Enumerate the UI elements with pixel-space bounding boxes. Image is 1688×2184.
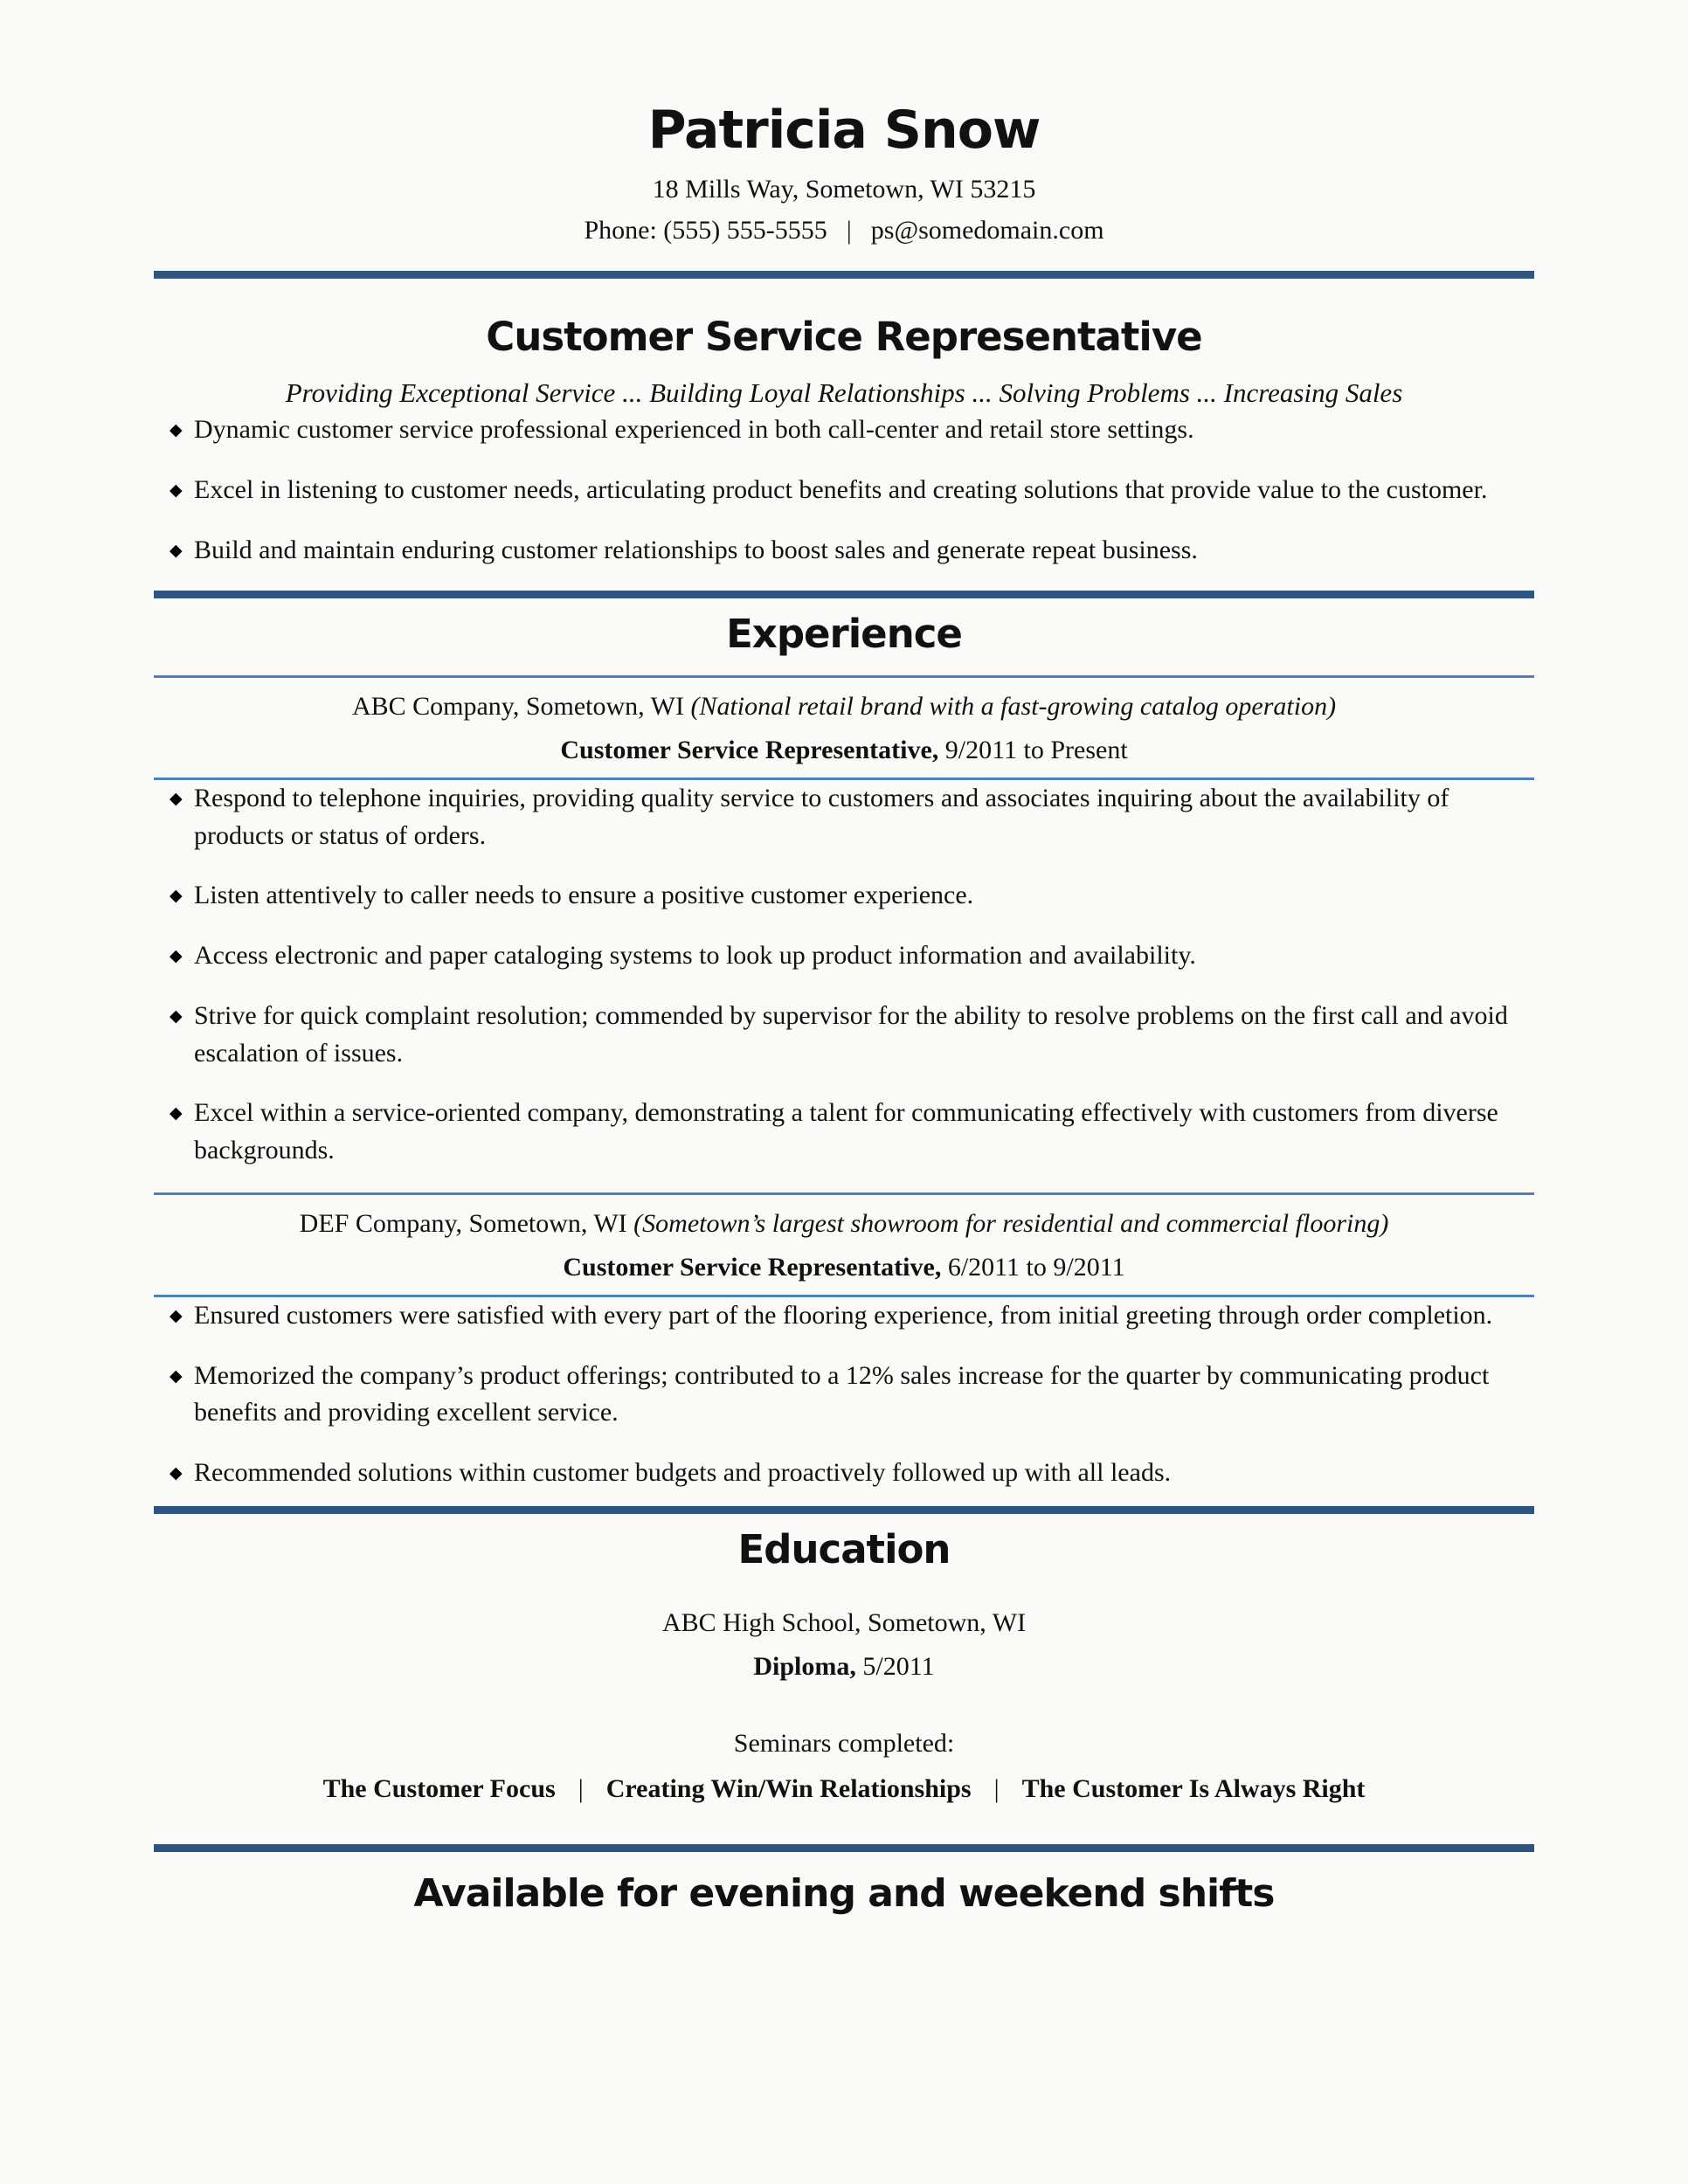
company-name: ABC Company, Sometown, WI: [351, 692, 684, 722]
job-bullet-list: [154, 780, 1534, 1170]
bullet-text: Access electronic and paper cataloging systems to look up product information and availability.: [194, 941, 1196, 971]
divider-thick-experience: [154, 591, 1534, 598]
job-bullet-item: [154, 1455, 1534, 1492]
bullet-text: Build and maintain enduring customer relationships to boost sales and generate repeat business.: [194, 536, 1198, 565]
bullet-text: Strive for quick complaint resolution; commended by supervisor for the ability to resolve problems on the first call and avoid escalation of issues.: [194, 1001, 1508, 1068]
bullet-text: Recommended solutions within customer budgets and proactively followed up with all leads.: [194, 1457, 1172, 1487]
bullet-text: Respond to telephone inquiries, providing quality service to customers and associates inquiring about the availability of products or status of orders.: [194, 784, 1449, 850]
seminar-name: Creating Win/Win Relationships: [605, 1773, 972, 1803]
company-description: (National retail brand with a fast-growing catalog operation): [690, 692, 1337, 722]
job-dates: 6/2011 to 9/2011: [947, 1252, 1125, 1282]
school-line: ABC High School, Sometown, WI: [661, 1607, 1027, 1637]
contact-separator: |: [846, 215, 852, 245]
job-bullet-item: [154, 1297, 1534, 1335]
job-bullet-item: [154, 937, 1534, 975]
bullet-text: Listen attentively to caller needs to ensure a positive customer experience.: [194, 881, 974, 910]
bullet-text: Dynamic customer service professional experienced in both call-center and retail store settings.: [194, 415, 1194, 445]
email-address: ps@somedomain.com: [870, 215, 1104, 245]
diamond-bullet-icon: ◆: [169, 1463, 183, 1482]
diamond-bullet-icon: ◆: [169, 887, 183, 906]
credential-name: Diploma,: [753, 1651, 856, 1681]
job-bullet-item: [154, 877, 1534, 915]
address-line: 18 Mills Way, Sometown, WI 53215: [652, 175, 1036, 204]
job-dates: 9/2011 to Present: [944, 736, 1128, 765]
contact-line: [154, 213, 1534, 249]
resume-content: [154, 101, 1534, 1916]
diamond-bullet-icon: ◆: [169, 947, 183, 966]
divider-thin: [154, 675, 1534, 678]
diamond-bullet-icon: ◆: [169, 1007, 183, 1026]
job-bullet-item: [154, 1095, 1534, 1169]
company-line: [154, 1206, 1534, 1242]
phone-number: Phone: (555) 555-5555: [584, 215, 827, 245]
divider-thick-education: [154, 1506, 1534, 1514]
tagline: Providing Exceptional Service ... Building Loyal Relationships ... Solving Problems ... Increasing Sales: [285, 377, 1403, 409]
diamond-bullet-icon: ◆: [169, 790, 183, 809]
job-title-line: [154, 1249, 1534, 1286]
job-title: Customer Service Representative,: [563, 1252, 942, 1282]
diamond-bullet-icon: ◆: [169, 1104, 183, 1123]
seminar-separator: |: [993, 1773, 1000, 1803]
availability-note: Available for evening and weekend shifts: [413, 1870, 1275, 1916]
diamond-bullet-icon: ◆: [169, 481, 183, 501]
company-description: (Sometown’s largest showroom for residential and commercial flooring): [633, 1208, 1389, 1238]
job-bullet-item: [154, 780, 1534, 854]
job-bullet-list: [154, 1297, 1534, 1492]
summary-bullet-item: [154, 532, 1534, 570]
job-title: Customer Service Representative,: [560, 736, 939, 765]
company-name: DEF Company, Sometown, WI: [299, 1208, 627, 1238]
seminars-line: [154, 1771, 1534, 1807]
diamond-bullet-icon: ◆: [169, 542, 183, 561]
bullet-text: Memorized the company’s product offerings; contributed to a 12% sales increase for the quarter by communicating product benefits and providing excellent service.: [194, 1360, 1490, 1427]
diamond-bullet-icon: ◆: [169, 421, 183, 440]
bullet-text: Excel within a service-oriented company, demonstrating a talent for communicating effectively with customers from diverse backgrounds.: [194, 1098, 1498, 1165]
bullet-text: Ensured customers were satisfied with every part of the flooring experience, from initial greeting through order completion.: [194, 1300, 1493, 1330]
bullet-text: Excel in listening to customer needs, articulating product benefits and creating solutions that provide value to the customer.: [194, 475, 1488, 505]
seminar-name: The Customer Is Always Right: [1021, 1773, 1366, 1803]
divider-thick-footer: [154, 1844, 1534, 1852]
summary-bullet-item: [154, 411, 1534, 449]
resume-title: Customer Service Representative: [486, 314, 1202, 361]
credential-date: 5/2011: [862, 1651, 935, 1681]
divider-thick-header: [154, 271, 1534, 279]
summary-bullet-item: [154, 472, 1534, 509]
section-heading-experience: Experience: [726, 611, 962, 658]
diamond-bullet-icon: ◆: [169, 1366, 183, 1386]
job-bullet-item: [154, 998, 1534, 1072]
diamond-bullet-icon: ◆: [169, 1306, 183, 1325]
seminars-label: Seminars completed:: [733, 1728, 955, 1758]
divider-thin: [154, 1192, 1534, 1195]
job-bullet-item: [154, 1358, 1534, 1432]
company-line: [154, 688, 1534, 725]
job-title-line: [154, 732, 1534, 769]
section-heading-education: Education: [737, 1525, 951, 1572]
seminar-separator: |: [578, 1773, 584, 1803]
summary-bullet-list: [154, 411, 1534, 570]
credential-line: [154, 1648, 1534, 1685]
candidate-name: Patricia Snow: [647, 100, 1041, 161]
seminar-name: The Customer Focus: [322, 1773, 556, 1803]
